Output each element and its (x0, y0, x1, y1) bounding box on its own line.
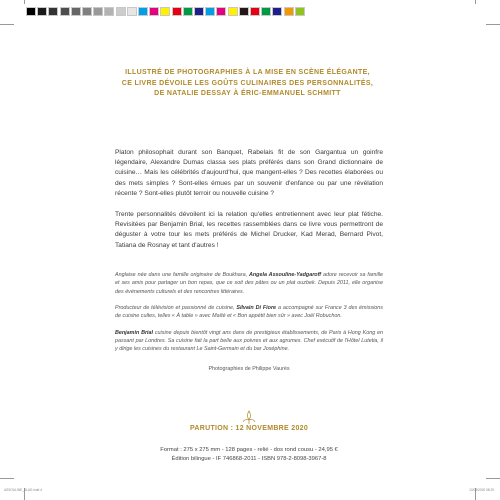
color-swatch (48, 7, 58, 16)
color-swatch (295, 7, 305, 16)
release-date: PARUTION : 12 NOVEMBRE 2020 (189, 425, 309, 432)
page-content (115, 68, 383, 372)
color-swatch (160, 7, 170, 16)
format-line: Format : 275 x 275 mm - 128 pages - relié - dos rond cousu - 24,95 € (160, 447, 338, 453)
body-paragraph-2: Trente personnalités dévoilent ici la relation qu'elles entretiennent avec leur plat fétiche. Revisitées par Benjamin Brial, les recettes rassemblées dans ce livre vous permettront de déguster à votre tour les mets préférés de Michel Drucker, Kad Merad, Bernard Pivot, Tatiana de Rosnay et tant d'autres ! (115, 210, 383, 249)
color-swatch (228, 7, 238, 16)
bio-name: Silvain Di Fiore (236, 305, 277, 312)
color-swatch (272, 7, 282, 16)
bio-text: Producteur de télévision et passionné de cuisine, (115, 305, 237, 312)
bio-text: Anglaise née dans une famille originaire de Boukhara, (115, 272, 249, 279)
color-swatch (261, 7, 271, 16)
color-swatch (250, 7, 260, 16)
color-swatch (104, 7, 114, 16)
crop-mark-top-right (486, 24, 500, 25)
color-swatch (172, 7, 182, 16)
color-swatch (26, 7, 36, 16)
bio-text: adore recevoir sa famille et ses amis pour partager un bon repas, que ce soit des pâtes ou un plat ouzbek. Depuis 2011, elle organise des événements culturels et des rencontres littéraires. (115, 272, 383, 295)
color-swatch (116, 7, 126, 16)
crop-mark-bottom-right (486, 478, 500, 479)
color-swatch (194, 7, 204, 16)
intro-heading (112, 68, 383, 100)
color-calibration-bar (0, 3, 500, 15)
bio-text: a accompagné sur France 3 des émissions de cuisine cultes, telles « À table » avec Maïté et « Bon appétit bien sûr » avec Joël Robuchon. (115, 305, 383, 320)
color-swatch (60, 7, 70, 16)
color-swatch (239, 7, 249, 16)
crop-mark-top-right-v (475, 0, 476, 4)
crop-mark-bottom-left (0, 478, 14, 479)
color-swatch (82, 7, 92, 16)
color-swatch (216, 7, 226, 16)
crop-mark-top-left-v (24, 0, 25, 4)
bio-silvain (115, 304, 383, 321)
color-swatch (183, 7, 193, 16)
intro-line: ILLUSTRÉ DE PHOTOGRAPHIES À LA MISE EN SCÈNE ÉLÉGANTE, (125, 69, 370, 76)
color-swatch (205, 7, 215, 16)
bio-name: Angela Assouline-Yadgaroff (248, 272, 322, 279)
intro-line: DE NATALIE DESSAY À ÉRIC-EMMANUEL SCHMITT (154, 90, 341, 97)
format-line: Édition bilingue - IF 746868-2011 - ISBN 978-2-8098-3967-8 (171, 455, 327, 462)
crop-mark-top-left (0, 24, 14, 25)
body-paragraph-1: Platon philosophait durant son Banquet, Rabelais fit de son Gargantua un goinfre légendaire, Alexandre Dumas classa ses plats préférés dans son Grand dictionnaire de cuisine… Mais les célébrités d'aujourd'hui, que mangent-elles ? Des recettes élaborées ou des mets simples ? Sont-elles émues par un souvenir d'enfance ou par une révélation récente ? Sont-elles plutôt terroir ou nouvelle cuisine ? (115, 148, 383, 198)
footer-file-label: ASSOULINE_BLAD.indd 4 (4, 488, 42, 492)
bio-name: Benjamin Brial (115, 329, 154, 336)
color-swatch (127, 7, 137, 16)
color-swatch (71, 7, 81, 16)
format-details (115, 446, 383, 463)
color-swatch (37, 7, 47, 16)
footer-timestamp: 10/03/2020 08:29 (469, 488, 494, 492)
fleuron-ornament-icon (240, 408, 258, 426)
color-swatch (138, 7, 148, 16)
bio-benjamin (115, 329, 383, 354)
intro-line: CE LIVRE DÉVOILE LES GOÛTS CULINAIRES DES PERSONNALITÉS, (121, 79, 374, 87)
photo-credit: Photographies de Philippe Vaurès (208, 365, 290, 372)
bio-angela (115, 271, 383, 296)
color-swatch (93, 7, 103, 16)
color-swatch (149, 7, 159, 16)
bio-text: cuisine depuis bientôt vingt ans dans de prestigieux établissements, de Paris à Hong Kong en passant par Londres. Sa cuisine fait la part belle aux poivres et aux agrumes. Chef exécutif de l'Hôtel Lutetia, il y dirige les cuisines du restaurant Le Saint-Germain et du bar Joséphine. (115, 329, 383, 353)
color-swatch (284, 7, 294, 16)
